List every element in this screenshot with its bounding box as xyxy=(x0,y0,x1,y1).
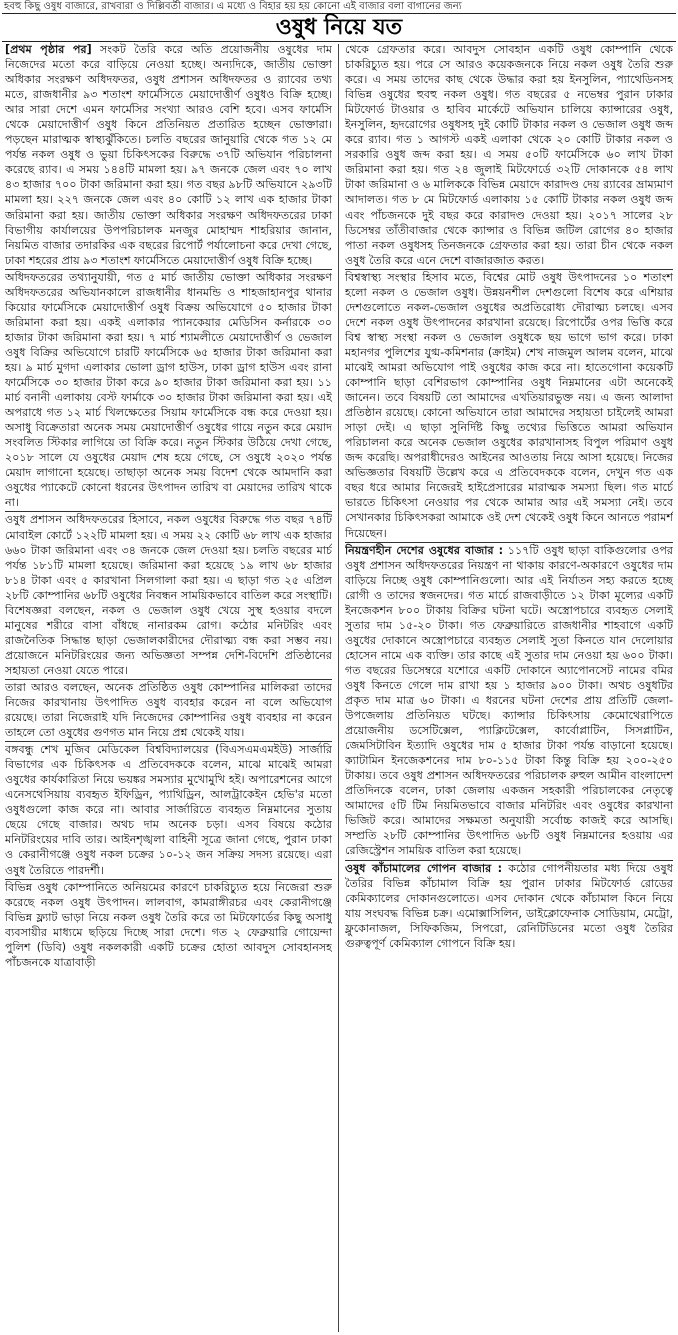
paragraph-lead: [প্রথম পৃষ্ঠার পর] xyxy=(5,43,92,56)
paragraph xyxy=(345,269,673,541)
paragraph xyxy=(5,679,332,740)
paragraph-text: বঙ্গবন্ধু শেখ মুজিব মেডিকেল বিশ্ববিদ্যালয়ের (বিএসএমএমইউ) সার্জারি বিভাগের এক চিকিৎসক এ প্রতিবেদককে বলেন, মাঝে মাঝেই আমরা ওষুধের কার্যকারিতা নিয়ে ভয়ঙ্কর সমস্যার মুখোমুখি হই। অপারেশনের আগে এনেসথেসিয়ায় ব্যবহৃত ইফিড্রিন, প্যাথিড্রিন, আলট্রাকেইন হেভি'র মতো ওষুধগুলো কাজ করে না। আবার সার্জারিতে ব্যবহৃত নিম্নমানের সুতায় ছেয়ে গেছে বাজার। অথচ দাম অনেক চড়া। এসব বিষয়ে কঠোর মনিটরিংয়ের দাবি তার। আইনশৃঙ্খলা বাহিনী সূত্রে জানা গেছে, পুরান ঢাকা ও কেরানীগঞ্জে ওষুধ নকল চক্রের ১০-১২ জন সক্রিয় সদস্য রয়েছে। এরা ওষুধ তৈরিতে পারদর্শী। xyxy=(5,743,332,877)
left-column xyxy=(5,42,332,1332)
article-body xyxy=(0,42,678,1332)
paragraph-text: থেকে গ্রেফতার করে। আবদুস সোবহান একটি ওষুধ কোম্পানি থেকে চাকরিচ্যুত হয়। পরে সে আরও কয়েকজনকে নিয়ে নকল ওষুধ তৈরি শুরু করে। এ সময় তাদের কাছ থেকে উদ্ধার করা হয় ইনসুলিন, প্যাথেডিনসহ বিভিন্ন ওষুধের হুবহু নকল ওষুধ। গত বছরের ৫ নভেম্বর পুরান ঢাকার মিটফোর্ড টাওয়ার ও হাবিব মার্কেটে অভিযান চালিয়ে ক্যান্সারের ওষুধ, ইনসুলিন, হৃদরোগের ওষুধসহ দুই কোটি টাকার নকল ও ভেজাল ওষুধ জব্দ করে র‍্যাব। গত ১ আগস্ট একই এলাকা থেকে ২০ কোটি টাকার নকল ও সরকারি ওষুধ জব্দ করা হয়। এ সময় ৫০টি ফার্মেসিকে ৬০ লাখ টাকা জরিমানা করা হয়। গত ২৪ জুলাই মিটফোর্ডে ৩২টি দোকানকে ৫৪ লাখ টাকা জরিমানা ও ৬ মালিককে বিভিন্ন মেয়াদে কারাদণ্ড দেয় র‍্যাবের ভ্রাম্যমাণ আদালত। গত ৮ মে মিটফোর্ড এলাকায় ১৫ কোটি টাকার নকল ওষুধ জব্দ এবং পাঁচজনকে দুই বছর করে কারাদণ্ড দেওয়া হয়। ২০১৭ সালের ২৮ ডিসেম্বর তাঁতীবাজার থেকে ক্যান্সার ও বিভিন্ন জটিল রোগের ৪০ হাজার পাতা নকল ওষুধসহ তিনজনকে গ্রেফতার করা হয়। তারা চীন থেকে নকল ওষুধ তৈরি করে এনে দেশে বাজারজাত করত। xyxy=(345,43,673,267)
article-headline: ওষুধ নিয়ে যত xyxy=(275,14,403,40)
paragraph-text: বিশ্বস্বাস্থ্য সংস্থার হিসাব মতে, বিশ্বের মোট ওষুধ উৎপাদনের ১০ শতাংশ হলো নকল ও ভেজাল ওষুধ। উন্নয়নশীল দেশগুলো বিশেষ করে এশিয়ার দেশগুলোতে নকল-ভেজাল ওষুধের অপ্রতিরোধ্য দৌরাত্ম্য চলছে। এসব দেশে নকল ওষুধ উৎপাদনের কারখানা রয়েছে। রিপোর্টের ওপর ভিত্তি করে বিশ্ব স্বাস্থ্য সংস্থা নকল ও ভেজাল ওষুধকে ছয় ভাগে ভাগ করে। ঢাকা মহানগর পুলিশের যুগ্ম-কমিশনার (ক্রাইম) শেখ নাজমুল আলম বলেন, মাঝে মাঝেই আমরা অভিযোগ পাই ওষুধের কাজ করে না। হাতেগোনা কয়েকটি কোম্পানি ছাড়া বেশিরভাগ কোম্পানির ওষুধ নিম্নমানের এটা অনেকেই জানেন। তবে বিষয়টি তো আমাদের এখতিয়ারভুক্ত নয়। এ জন্য আলাদা প্রতিষ্ঠান রয়েছে। কোনো অভিযানে তারা আমাদের সহায়তা চাইলেই আমরা সাড়া দেই। এ ছাড়া সুনির্দিষ্ট কিছু তথ্যের ভিত্তিতে আমরা অভিযান পরিচালনা করে অনেক ভেজাল ওষুধের কারখানাসহ বিপুল পরিমাণ ওষুধ জব্দ করেছি। অপরাধীদেরও আইনের আওতায় নিয়ে আসা হয়েছে। নিজের অভিজ্ঞতার বিষয়টি উল্লেখ করে এ প্রতিবেদককে বলেন, দেখুন গত এক বছর ধরে আমার নিজেরই হাইপ্রেসারের মারাত্মক সমস্যা ছিল। গত মার্চে ভারতে চিকিৎসা নেওয়ার পর থেকে আমার আর এই সমস্যা নেই। তবে সেখানকার চিকিৎসকরা আমাকে ওই দেশ থেকেই ওষুধ কিনে আনতে পরামর্শ দিয়েছেন। xyxy=(345,270,673,540)
section-heading: ওষুধ কাঁচামালের গোপন বাজার : xyxy=(345,861,503,875)
paragraph xyxy=(345,42,673,268)
paragraph xyxy=(5,879,332,970)
paragraph-text: ওষুধ প্রশাসন অধিদফতরের হিসাবে, নকল ওষুধের বিরুদ্ধে গত বছর ৭৪টি মোবাইল কোর্টে ১২২টি মামলা হয়। এ সময় ২২ কোটি ৬৮ লাখ এক হাজার ৬৬০ টাকা জরিমানা এবং ৩৪ জনকে জেল দেওয়া হয়। চলতি বছরের মার্চ পর্যন্ত ১৮১টি মামলা হয়েছে। জরিমানা করা হয়েছে ১৯ লাখ ৬৮ হাজার ৮১৪ টাকা এবং ৫ কারখানা সিলগালা করা হয়। এ ছাড়া গত ২৫ এপ্রিল ২৮টি কোম্পানির ৬৮টি ওষুধের নিবন্ধন সাময়িকভাবে বাতিল করে সংস্থাটি। বিশেষজ্ঞরা বলছেন, নকল ও ভেজাল ওষুধ খেয়ে সুস্থ হওয়ার বদলে মানুষের শরীরে বাসা বাঁধছে নানারকম রোগ। কঠোর মনিটরিং এবং রাজনৈতিক সিদ্ধান্ত ছাড়া ভেজালকারীদের দৌরাত্ম্য বন্ধ করা সম্ভব নয়। প্রয়োজনে মনিটরিংয়ের জন্য অভিজ্ঞতা সম্পন্ন দেশি-বিদেশি প্রতিষ্ঠানের সহায়তা নেওয়া যেতে পারে। xyxy=(5,513,332,677)
paragraph xyxy=(5,511,332,678)
paragraph xyxy=(5,741,332,877)
paragraph xyxy=(5,269,332,511)
paragraph-text: তারা আরও বলছেন, অনেক প্রতিষ্ঠিত ওষুধ কোম্পানির মালিকরা তাদের নিজের কারখানায় উৎপাদিত ওষুধ ব্যবহার করেন না বলে অভিযোগ রয়েছে। তারা নিজেরাই যদি নিজেদের কোম্পানির ওষুধ ব্যবহার না করেন তাহলে তো ওষুধের গুণগত মান নিয়ে প্রশ্ন থেকেই যায়। xyxy=(5,680,332,740)
paragraph-text: ১১৭টি ওষুধ ছাড়া বাকিগুলোর ওপর ওষুধ প্রশাসন অধিদফতরের নিয়ন্ত্রণ না থাকায় কারণে-অকারণে ওষুধের দাম বাড়িয়ে নিচ্ছে ওষুধ কোম্পানিগুলো। আর এই নির্যাতন সহ্য করতে হচ্ছে রোগী ও তাদের স্বজনদের। গত মার্চে রাজবাড়ীতে ১২ টাকা মূল্যের একটি ইনজেকশন ৮০০ টাকায় বিক্রির ঘটনা ঘটে। অস্ত্রোপচারে ব্যবহৃত সেলাই সুতার দাম ১৫-২০ টাকা। গত ফেব্রুয়ারিতে রাজধানীর শাহবাগে একটি ওষুধের দোকানে অস্ত্রোপচারে ব্যবহৃত সেলাই সুতা কিনতে যান দেলোয়ার হোসেন নামে এক ব্যক্তি। তার কাছে এই সুতার দাম নেওয়া হয় ৬০০ টাকা। গত বছরের ডিসেম্বরে যশোরে একটি দোকানে অ্যাপোনসেট নামের বমির ওষুধ কিনতে গেলে দাম রাখা হয় ১ হাজার ৯০০ টাকা। অথচ ওষুধটির প্রকৃত দাম মাত্র ৬০ টাকা। এ ধরনের ঘটনা দেশের প্রায় প্রতিটি জেলা-উপজেলায় প্রতিনিয়ত ঘটছে। ক্যান্সার চিকিৎসায় কেমোথেরাপিতে প্রয়োজনীয় ডসেটিক্সেল, প্যাক্লিটেক্সেল, কার্বোপ্লাটিন, সিসপ্লাটিন, জেমসিটাবিন ইত্যাদি ওষুধের দাম ৫ হাজার টাকা পর্যন্ত বাড়ানো হয়েছে। ক্যাটামিন ইনজেকশনের দাম ৮০-১১৫ টাকা কিন্তু বিক্রি হয় ২০০-২৫০ টাকায়। তবে ওষুধ প্রশাসন অধিদফতরের পরিচালক রুহুল আমীন বাংলাদেশ প্রতিদিনকে বলেন, ঢাকা জেলায় একজন সহকারী পরিচালকের নেতৃত্বে আমাদের ৫টি টিম নিয়মিতভাবে বাজার মনিটরিং এবং ওষুধের কারখানা ভিজিট করে। আমাদের সক্ষমতা অনুযায়ী সর্বোচ্চ কাজই করে আসছি। সম্প্রতি ২৮টি কোম্পানির উৎপাদিত ৬৮টি ওষুধ নিম্নমানের হওয়ায় এর রেজিস্ট্রেশন সাময়িক বাতিল করা হয়েছে। xyxy=(345,543,673,858)
paragraph xyxy=(345,860,673,951)
paragraph-text: কঠোর গোপনীয়তার মধ্য দিয়ে ওষুধ তৈরির বিভিন্ন কাঁচামাল বিক্রি হয় পুরান ঢাকার মিটফোর্ড রোডের কেমিক্যালের দোকানগুলোতে। এসব দোকান থেকে কাঁচামাল কিনে নিয়ে যায় সংঘবদ্ধ বিভিন্ন চক্র। এমোক্সাসিলিন, ডাইক্লোফেনাক সোডিয়াম, মেট্রো, ফ্লুকোনাজল, সিফিকজিম, সিপরো, রেনিটিডিনের মতো ওষুধ তৈরির গুরুত্বপূর্ণ কেমিক্যাল গোপনে বিক্রি হয়। xyxy=(345,861,673,950)
paragraph-text: সংকট তৈরি করে অতি প্রয়োজনীয় ওষুধের দাম নিজেদের মতো করে বাড়িয়ে নেওয়া হচ্ছে। অন্যদিকে, জাতীয় ভোক্তা অধিকার সংরক্ষণ অধিদফতর, ওষুধ প্রশাসন অধিদফতর ও র‍্যাবের তথ্য মতে, রাজধানীর ৯৩ শতাংশ ফার্মেসিতে মেয়াদোত্তীর্ণ ওষুধও বিক্রি হচ্ছে। আর সারা দেশে এমন ফার্মেসির সংখ্যা আরও বেশি হবে। এসব ফার্মেসি থেকে মেয়াদোত্তীর্ণ ওষুধ কিনে প্রতিনিয়ত প্রতারিত হচ্ছেন ভোক্তারা। পড়ছেন মারাত্মক স্বাস্থ্যঝুঁকিতে। চলতি বছরের জানুয়ারি থেকে গত ১২ মে পর্যন্ত নকল ওষুধ ও ভুয়া চিকিৎসকের বিরুদ্ধে ৩৭টি অভিযান পরিচালনা করেছে র‍্যাব। এ সময় ১৪৪টি মামলা হয়। ৯৭ জনকে জেল এবং ৭০ লাখ ৪৩ হাজার ৭০০ টাকা জরিমানা করা হয়। গত বছর ৯৮টি অভিযানে ২৯৩টি মামলা হয়। ২২৭ জনকে জেল এবং ৪০ কোটি ১২ লাখ এক হাজার টাকা জরিমানা করা হয়। জাতীয় ভোক্তা অধিকার সংরক্ষণ অধিদফতরের ঢাকা বিভাগীয় কার্যালয়ের উপপরিচালক মনজুর মোহাম্মদ শাহরিয়ার জানান, নিয়মিত বাজার তদারকির এক বছরের রিপোর্ট পর্যালোচনা করে দেখা গেছে, ঢাকা শহরের প্রায় ৯৩ শতাংশ ফার্মেসিতে মেয়াদোত্তীর্ণ ওষুধ বিক্রি হচ্ছে। xyxy=(5,43,332,267)
right-column xyxy=(345,42,673,1332)
paragraph-text: বিভিন্ন ওষুধ কোম্পানিতে অনিয়মের কারণে চাকরিচ্যুত হয়ে নিজেরা শুরু করেছে নকল ওষুধ উৎপাদন। লালবাগ, কামরাঙ্গীরচর এবং কেরানীগঞ্জে বিভিন্ন ফ্ল্যাট ভাড়া নিয়ে নকল ওষুধ তৈরি করে তা মিটফোর্ডের কিছু অসাধু ব্যবসায়ীর মাধ্যমে ছড়িয়ে দিচ্ছে সারা দেশে। গত ২ ফেব্রুয়ারি গোয়েন্দা পুলিশ (ডিবি) ওষুধ নকলকারী একটি চক্রের হোতা আবদুস সোবহানসহ পাঁচজনকে যাত্রাবাড়ী xyxy=(5,880,332,969)
column-divider xyxy=(338,44,339,1332)
paragraph xyxy=(5,42,332,268)
paragraph-text: অধিদফতরের তথ্যানুযায়ী, গত ৫ মার্চ জাতীয় ভোক্তা অধিকার সংরক্ষণ অধিদফতরের অভিযানকালে রাজধানীর ধানমন্ডি ও শাহজাহানপুর থানার কিয়োর ফার্মেসিকে মেয়াদোত্তীর্ণ ওষুধ বিক্রয় অভিযোগে ৫০ হাজার টাকা জরিমানা করা হয়। একই এলাকার প্যানকেয়ার মেডিসিন কর্নারকে ৩০ হাজার টাকা জরিমানা করা হয়। ৭ মার্চ শ্যামলীতে মেয়াদোত্তীর্ণ ও ভেজাল ওষুধ বিক্রির অভিযোগে চারটি ফার্মেসিকে ৬৫ হাজার টাকা জরিমানা করা হয়। ৯ মার্চ মুগদা এলাকার ভোলা ড্রাগ হাউস, ঢাকা ড্রাগ হাউস এবং রানা ফার্মেসিকে ৩০ হাজার টাকা করে ৯০ হাজার টাকা জরিমানা করা হয়। ১১ মার্চ বনানী এলাকায় বেস্ট ফার্মাকে ৩০ হাজার টাকা জরিমানা করা হয়। এই অপরাধে গত ১২ মার্চ খিলক্ষেতের সিয়াম ফার্মেসিকে বন্ধ করে দেওয়া হয়। অসাধু বিক্রেতারা অনেক সময় মেয়াদোত্তীর্ণ ওষুধের গায়ে নতুন করে মেয়াদ সংবলিত স্টিকার লাগিয়ে তা বিক্রি করে। নতুন স্টিকার উঠিয়ে দেখা গেছে, ২০১৮ সালে যে ওষুধের মেয়াদ শেষ হয়ে গেছে, সে ওষুধে ২০২০ পর্যন্ত মেয়াদ লাগানো হয়েছে। তাছাড়া অনেক সময় বিদেশ থেকে আমদানি করা ওষুধের প্যাকেটে কোনো ধরনের উৎপাদন তারিখ বা মেয়াদের তারিখ থাকে না। xyxy=(5,270,332,510)
section-heading: নিয়ন্ত্রণহীন দেশের ওষুধের বাজার : xyxy=(345,543,504,557)
paragraph xyxy=(345,542,673,859)
top-strip-text: হবহু কিছু ওষুধ বাজারে, রাখবারা ও দিল্লিবর্তী বাজার। এ মধ্যে ও বিহার হয় হয় কোনো এই বাজার বলা বাগানের জন্য xyxy=(4,1,462,12)
